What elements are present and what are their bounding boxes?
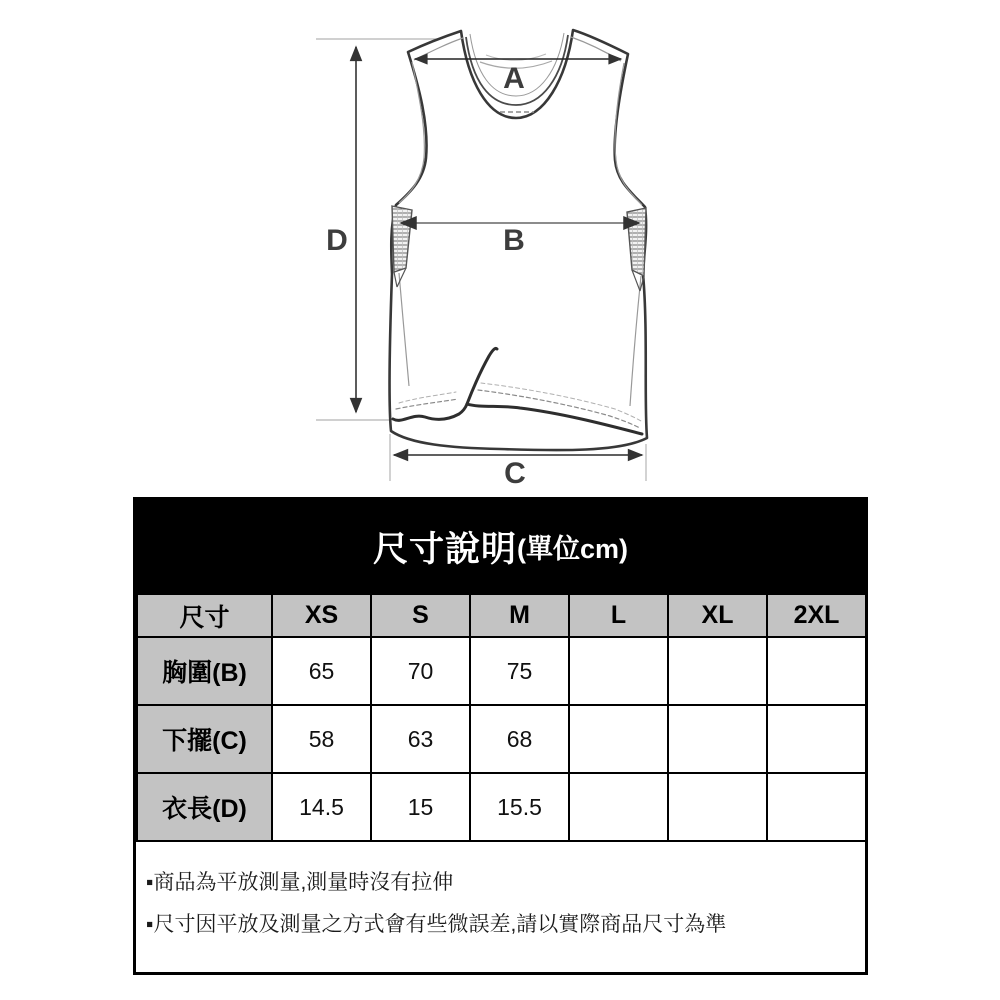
label-a: A xyxy=(503,62,525,95)
row-label-hem: 下擺(C) xyxy=(137,705,272,773)
note-flat-measure: ▪商品為平放測量,測量時沒有拉伸 xyxy=(146,871,454,894)
cell-hem-xl xyxy=(668,705,767,773)
cell-length-m: 15.5 xyxy=(470,773,569,841)
table-row-length xyxy=(137,773,866,841)
cell-hem-xs: 58 xyxy=(272,705,371,773)
cell-chest-xl xyxy=(668,637,767,705)
cell-length-xs: 14.5 xyxy=(272,773,371,841)
note-tolerance: ▪尺寸因平放及測量之方式會有些微誤差,請以實際商品尺寸為準 xyxy=(146,913,727,936)
label-c: C xyxy=(504,457,526,490)
col-header-s: S xyxy=(371,594,470,637)
size-chart-title xyxy=(136,500,865,593)
table-row-chest xyxy=(137,637,866,705)
cell-hem-2xl xyxy=(767,705,866,773)
col-header-xs: XS xyxy=(272,594,371,637)
cell-chest-xs: 65 xyxy=(272,637,371,705)
col-header-m: M xyxy=(470,594,569,637)
size-table xyxy=(136,593,867,842)
label-b: B xyxy=(503,224,525,257)
cell-length-l xyxy=(569,773,668,841)
cell-chest-2xl xyxy=(767,637,866,705)
label-d: D xyxy=(326,224,348,257)
row-label-length: 衣長(D) xyxy=(137,773,272,841)
cell-hem-l xyxy=(569,705,668,773)
cell-chest-m: 75 xyxy=(470,637,569,705)
cell-hem-m: 68 xyxy=(470,705,569,773)
col-header-2xl: 2XL xyxy=(767,594,866,637)
cell-length-xl xyxy=(668,773,767,841)
col-header-size: 尺寸 xyxy=(137,594,272,637)
size-chart-title-unit: (單位cm) xyxy=(517,534,629,564)
tank-top-diagram xyxy=(0,0,1000,497)
cell-chest-l xyxy=(569,637,668,705)
cell-length-s: 15 xyxy=(371,773,470,841)
size-chart-title-main: 尺寸說明 xyxy=(372,529,517,569)
row-label-chest: 胸圍(B) xyxy=(137,637,272,705)
col-header-l: L xyxy=(569,594,668,637)
cell-chest-s: 70 xyxy=(371,637,470,705)
cell-length-2xl xyxy=(767,773,866,841)
size-table-header-row xyxy=(137,594,866,637)
table-row-hem xyxy=(137,705,866,773)
cell-hem-s: 63 xyxy=(371,705,470,773)
col-header-xl: XL xyxy=(668,594,767,637)
measurement-notes xyxy=(136,842,865,966)
size-chart xyxy=(133,497,868,975)
